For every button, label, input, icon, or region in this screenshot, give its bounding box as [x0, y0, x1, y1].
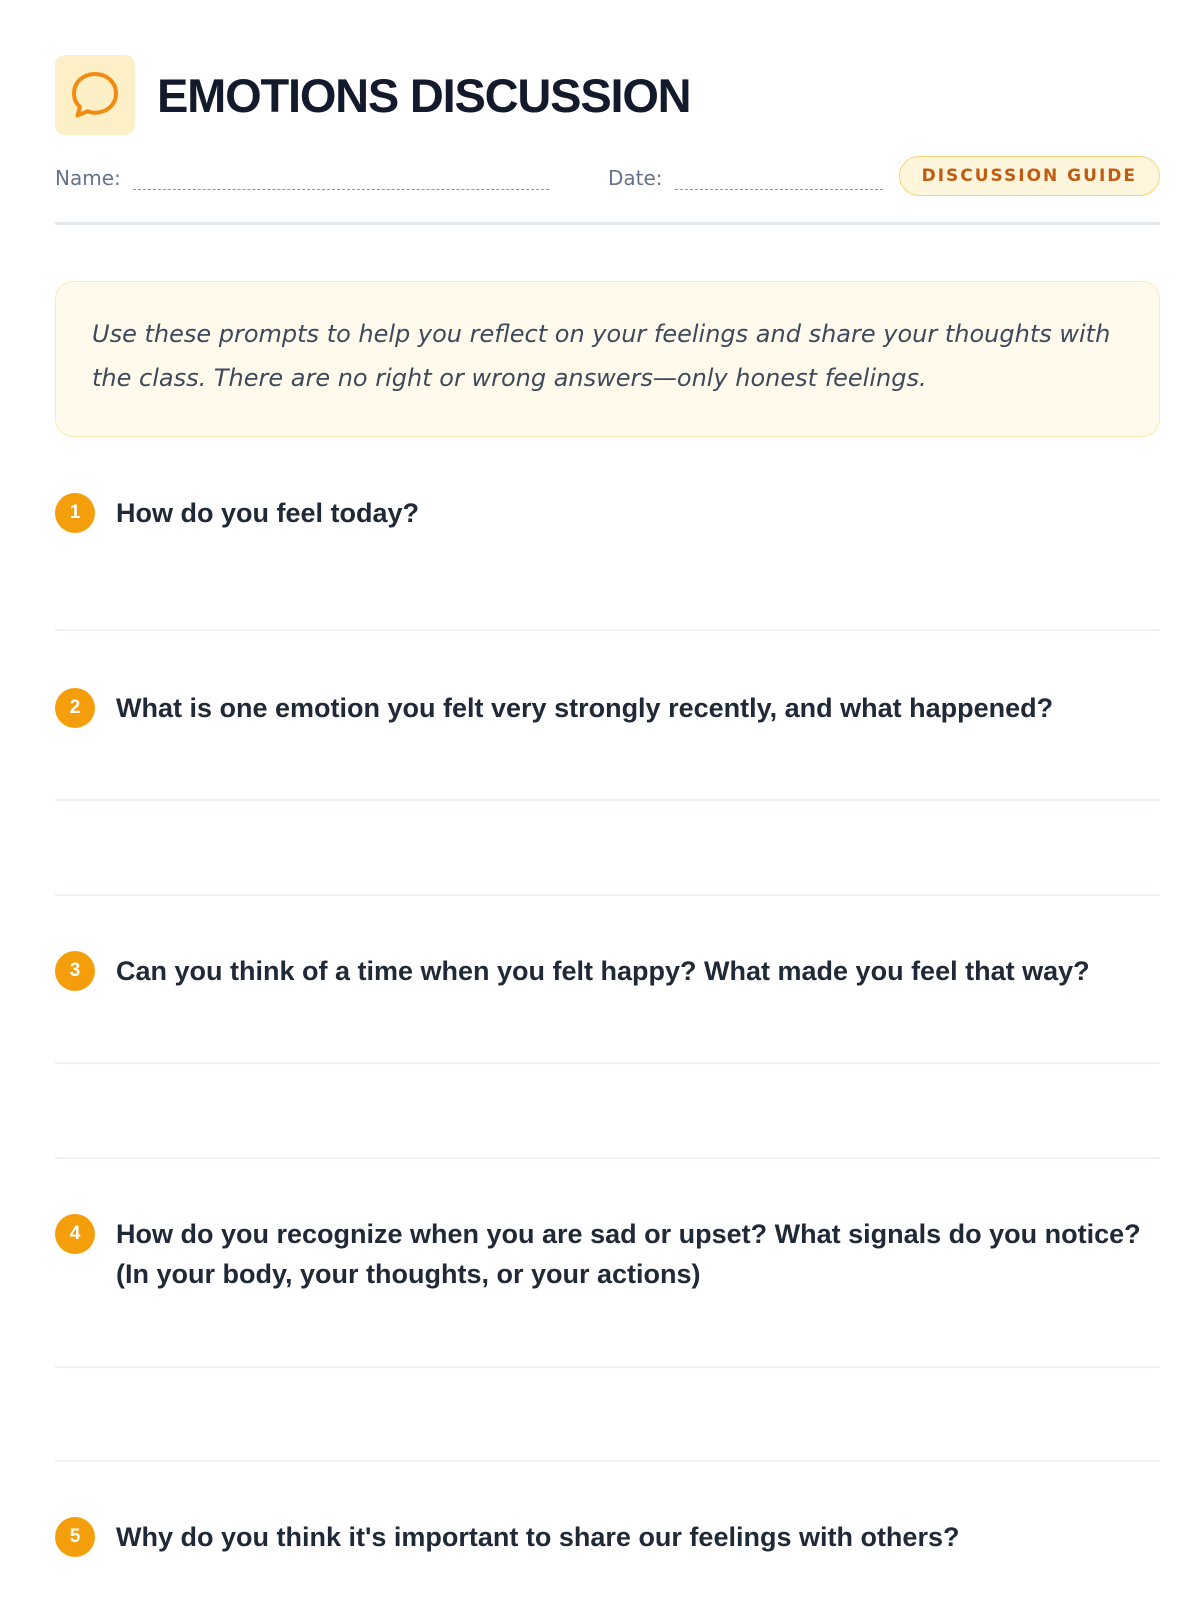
question-number: 3	[55, 951, 95, 991]
header	[55, 55, 690, 135]
question-text: Can you think of a time when you felt happy? What made you feel that way?	[116, 956, 1090, 986]
question-item	[55, 951, 1160, 991]
answer-line[interactable]	[55, 894, 1160, 896]
intro-note: Use these prompts to help you reflect on your feelings and share your thoughts with the class. There are no right or wrong answers—only honest feelings.	[55, 281, 1160, 437]
answer-line[interactable]	[55, 1366, 1160, 1368]
answer-line[interactable]	[55, 799, 1160, 801]
question-text: How do you recognize when you are sad or upset? What signals do you notice? (In your body, your thoughts, or your actions)	[116, 1219, 1141, 1289]
meta-row	[55, 164, 1160, 194]
question-item	[55, 1517, 1160, 1557]
question-text: How do you feel today?	[116, 498, 420, 528]
question-text: What is one emotion you felt very strongly recently, and what happened?	[116, 693, 1054, 723]
discussion-guide-badge: DISCUSSION GUIDE	[899, 156, 1160, 196]
date-line	[675, 171, 883, 190]
answer-line[interactable]	[55, 1460, 1160, 1462]
question-item	[55, 688, 1160, 728]
question-text: Why do you think it's important to share our feelings with others?	[116, 1522, 960, 1552]
name-field[interactable]	[55, 166, 549, 190]
question-number: 2	[55, 688, 95, 728]
page-title: EMOTIONS DISCUSSION	[157, 68, 691, 122]
answer-line[interactable]	[55, 1157, 1160, 1159]
question-number: 4	[55, 1214, 95, 1254]
speech-bubble-icon	[55, 55, 135, 135]
date-field[interactable]	[608, 166, 883, 190]
answer-line[interactable]	[55, 629, 1160, 631]
answer-line[interactable]	[55, 1062, 1160, 1064]
question-number: 5	[55, 1517, 95, 1557]
header-divider	[55, 222, 1160, 225]
name-label: Name:	[55, 166, 121, 190]
question-item	[55, 493, 1160, 533]
question-item	[55, 1214, 1160, 1294]
name-line	[133, 171, 549, 190]
question-number: 1	[55, 493, 95, 533]
date-label: Date:	[608, 166, 663, 190]
